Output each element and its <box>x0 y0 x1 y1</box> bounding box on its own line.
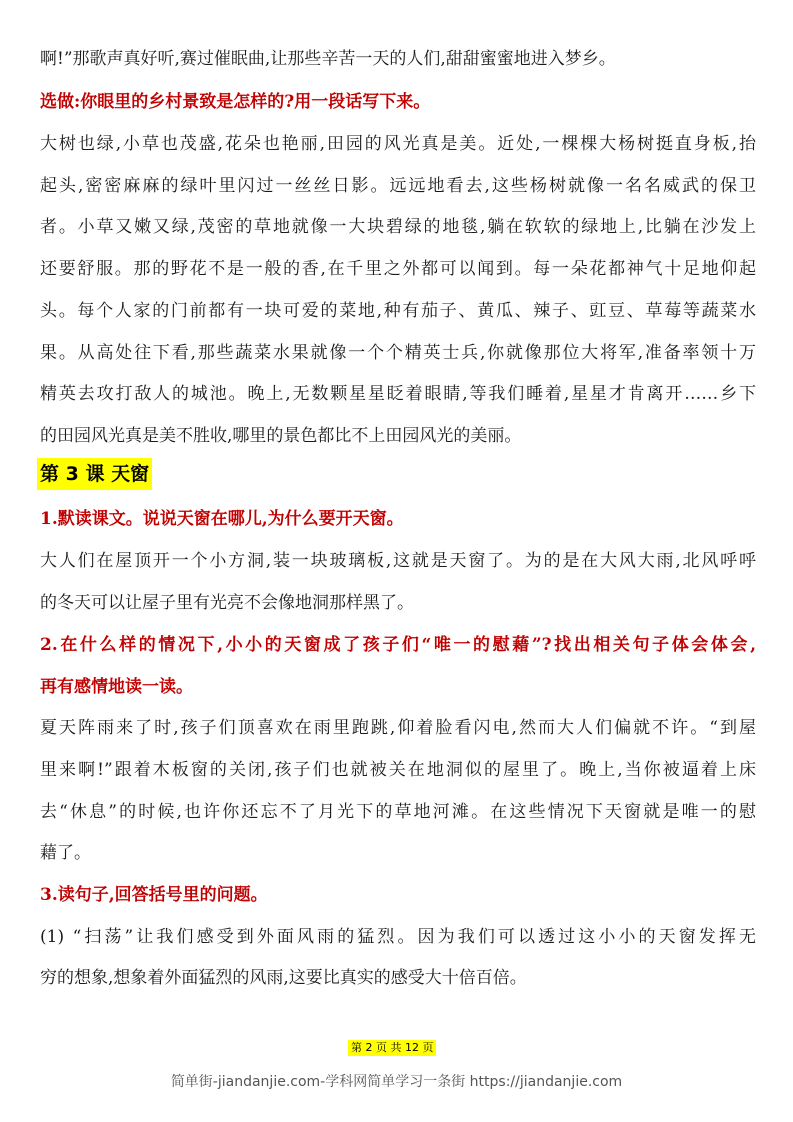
optional-answer-line: 大树也绿,小草也茂盛,花朵也艳丽,田园的风光真是美。近处,一棵棵大杨树挺直身板,抬 <box>40 134 756 154</box>
lesson-title: 第 3 课 天窗 <box>37 458 152 490</box>
optional-answer-line: 头。每个人家的门前都有一块可爱的菜地,种有茄子、黄瓜、辣子、豇豆、草莓等蔬菜水 <box>40 301 756 321</box>
q2-answer-line: 藉了。 <box>40 843 91 863</box>
q3-question: 3.读句子,回答括号里的问题。 <box>40 885 268 905</box>
optional-answer-line: 精英去攻打敌人的城池。晚上,无数颗星星眨着眼睛,等我们睡着,星星才肯离开……乡下 <box>40 384 756 404</box>
optional-answer-line: 还要舒服。那的野花不是一般的香,在千里之外都可以闻到。每一朵花都神气十足地仰起 <box>40 259 756 279</box>
optional-answer-line: 起头,密密麻麻的绿叶里闪过一丝丝日影。远远地看去,这些杨树就像一名名威武的保卫 <box>40 176 756 196</box>
q1-question: 1.默读课文。说说天窗在哪儿,为什么要开天窗。 <box>40 509 404 529</box>
q2-question-line: 2.在什么样的情况下,小小的天窗成了孩子们“唯一的慰藉”?找出相关句子体会体会, <box>40 635 756 655</box>
optional-question: 选做:你眼里的乡村景致是怎样的?用一段话写下来。 <box>40 92 431 112</box>
q1-answer-line: 的冬天可以让屋子里有光亮不会像地洞那样黑了。 <box>40 593 414 613</box>
q3-answer-line: 穷的想象,想象着外面猛烈的风雨,这要比真实的感受大十倍百倍。 <box>40 968 527 988</box>
intro-line: 啊!”那歌声真好听,赛过催眠曲,让那些辛苦一天的人们,甜甜蜜蜜地进入梦乡。 <box>40 49 616 69</box>
optional-answer-line: 者。小草又嫩又绿,茂密的草地就像一大块碧绿的地毯,躺在软软的绿地上,比躺在沙发上 <box>40 217 756 237</box>
q2-answer-line: 里来啊!”跟着木板窗的关闭,孩子们也就被关在地洞似的屋里了。晚上,当你被逼着上床 <box>40 760 756 780</box>
q2-question-line: 再有感情地读一读。 <box>40 677 193 697</box>
optional-answer-line: 果。从高处往下看,那些蔬菜水果就像一个个精英士兵,你就像那位大将军,准备率领十万 <box>40 343 756 363</box>
optional-answer-line: 的田园风光真是美不胜收,哪里的景色都比不上田园风光的美丽。 <box>40 426 522 446</box>
q2-answer-line: 去“休息”的时候,也许你还忘不了月光下的草地河滩。在这些情况下天窗就是唯一的慰 <box>40 802 756 822</box>
page-number: 第 2 页 共 12 页 <box>348 1040 436 1056</box>
q2-answer-line: 夏天阵雨来了时,孩子们顶喜欢在雨里跑跳,仰着脸看闪电,然而大人们偏就不许。“到屋 <box>40 718 756 738</box>
q3-answer-line: (1) “扫荡”让我们感受到外面风雨的猛烈。因为我们可以透过这小小的天窗发挥无 <box>40 927 756 947</box>
footer-text: 简单街-jiandanjie.com-学科网简单学习一条街 https://jiandanjie.com <box>170 1074 623 1090</box>
q1-answer-line: 大人们在屋顶开一个小方洞,装一块玻璃板,这就是天窗了。为的是在大风大雨,北风呼呼 <box>40 551 756 571</box>
